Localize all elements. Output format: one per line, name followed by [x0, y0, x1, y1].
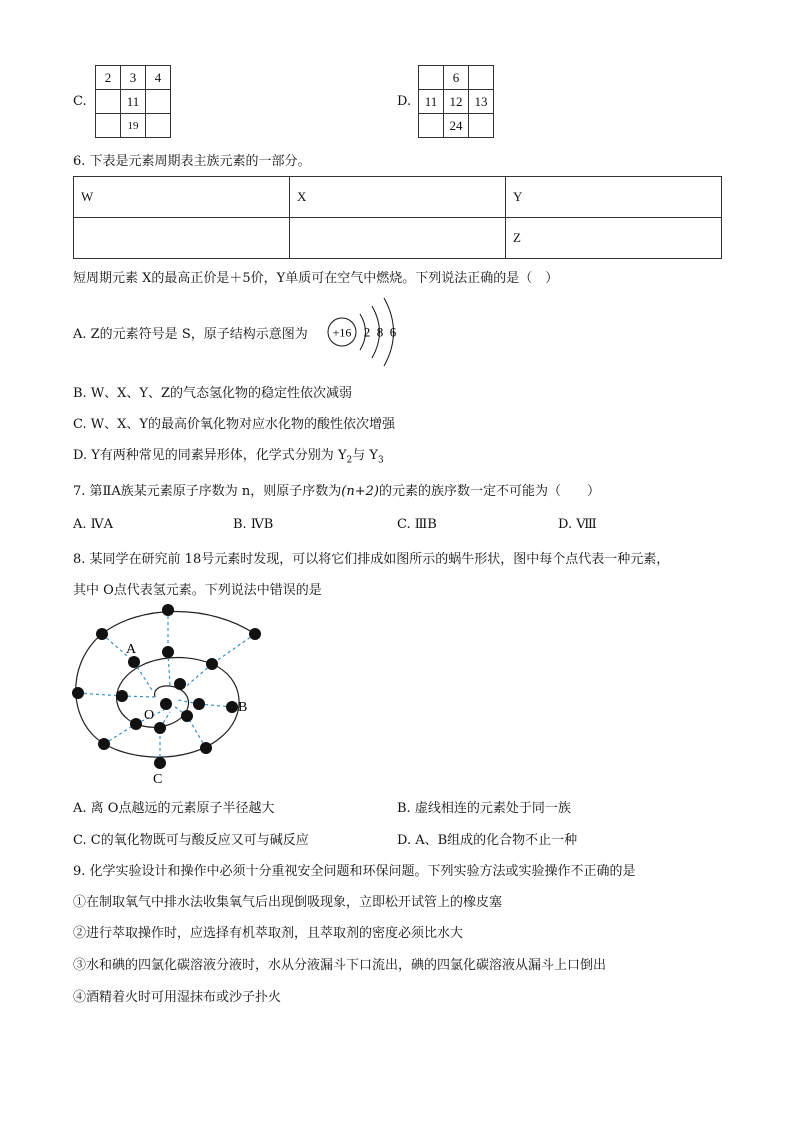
element-dot — [98, 738, 110, 750]
q6-option-b: B. W、X、Y、Z的气态氢化物的稳定性依次减弱 — [73, 386, 353, 401]
q5-option-d-label: D. — [397, 94, 412, 109]
grid-cell: 4 — [146, 66, 171, 90]
grid-cell — [419, 114, 444, 138]
grid-cell — [419, 66, 444, 90]
q8-option-d: D. A、B组成的化合物不止一种 — [397, 833, 578, 848]
q6-option-a: A. Z的元素符号是 S，原子结构示意图为 — [73, 327, 308, 342]
element-dot — [162, 646, 174, 658]
q6-option-d: D. Y有两种常见的同素异形体，化学式分别为 $Y_2$与 $Y_3$ — [73, 448, 384, 466]
q8-option-b: B. 虚线相连的元素处于同一族 — [397, 801, 571, 816]
grid-cell: 6 — [444, 66, 469, 90]
q7-option-b: B. ⅣB — [233, 517, 274, 532]
grid-cell: 13 — [469, 90, 494, 114]
q7-option-d: D. Ⅷ — [558, 517, 597, 532]
element-dot — [130, 718, 142, 730]
q9-item: ③水和碘的四氯化碳溶液分液时，水从分液漏斗下口流出，碘的四氯化碳溶液从漏斗上口倒出 — [73, 958, 607, 973]
grid-cell: 3 — [121, 66, 146, 90]
label-c: C — [153, 772, 163, 787]
grid-cell — [469, 114, 494, 138]
table-cell: W — [74, 177, 290, 218]
element-dot — [96, 628, 108, 640]
q9-item: ④酒精着火时可用湿抹布或沙子扑火 — [73, 990, 282, 1005]
q8-option-a: A. 离 O点越远的元素原子半径越大 — [73, 801, 275, 816]
element-dot — [72, 687, 84, 699]
label-a: A — [126, 642, 137, 657]
q5-option-c-label: C. — [73, 94, 87, 109]
q8-stem-line2: 其中 O点代表氢元素。下列说法中错误的是 — [73, 583, 322, 598]
grid-cell — [146, 90, 171, 114]
grid-cell: 11 — [419, 90, 444, 114]
table-cell — [290, 218, 506, 259]
grid-cell — [96, 114, 121, 138]
element-dot — [174, 678, 186, 690]
nucleus-charge: +16 — [332, 325, 352, 340]
dashed-line — [78, 693, 122, 696]
element-dot — [128, 656, 140, 668]
table-cell — [74, 218, 290, 259]
grid-cell — [96, 90, 121, 114]
element-dot — [162, 604, 174, 616]
atomic-structure-diagram — [324, 296, 404, 368]
q6-option-c: C. W、X、Y的最高价氧化物对应水化物的酸性依次增强 — [73, 417, 395, 432]
grid-cell: 19 — [121, 114, 146, 138]
label-o: O — [144, 708, 155, 723]
q9-item: ②进行萃取操作时，应选择有机萃取剂，且萃取剂的密度必须比水大 — [73, 926, 464, 941]
q9-item: ①在制取氧气中排水法收集氧气后出现倒吸现象，立即松开试管上的橡皮塞 — [73, 895, 503, 910]
element-dot — [160, 698, 172, 710]
q6-condition: 短周期元素 X的最高正价是＋5价，Y单质可在空气中燃烧。下列说法正确的是（ ） — [73, 271, 559, 286]
q6-stem: 6. 下表是元素周期表主族元素的一部分。 — [73, 154, 311, 169]
q5-option-d-grid — [418, 65, 494, 138]
element-dot — [249, 628, 261, 640]
grid-cell: 24 — [444, 114, 469, 138]
q5-option-c-grid — [95, 65, 171, 138]
table-cell: Y — [506, 177, 722, 218]
element-dot — [200, 742, 212, 754]
table-cell: Z — [506, 218, 722, 259]
q6-periodic-table — [73, 176, 722, 259]
element-dot — [206, 658, 218, 670]
dashed-line — [212, 634, 255, 664]
element-dot — [154, 722, 166, 734]
grid-cell — [146, 114, 171, 138]
q9-stem: 9. 化学实验设计和操作中必须十分重视安全问题和环保问题。下列实验方法或实验操作不正确的是 — [73, 864, 636, 879]
snail-spiral-figure — [60, 598, 280, 788]
element-dot — [226, 701, 238, 713]
shell-electrons: 6 — [389, 324, 397, 340]
q7-option-a: A. ⅣA — [73, 517, 114, 532]
element-dot — [116, 690, 128, 702]
grid-cell — [469, 66, 494, 90]
element-dot — [154, 757, 166, 769]
grid-cell: 11 — [121, 90, 146, 114]
shell-electrons: 8 — [376, 324, 384, 340]
grid-cell: 12 — [444, 90, 469, 114]
q8-option-c: C. C的氧化物既可与酸反应又可与碱反应 — [73, 833, 309, 848]
element-dot — [181, 710, 193, 722]
q8-stem-line1: 8. 某同学在研究前 18号元素时发现，可以将它们排成如图所示的蜗牛形状，图中每个点代表一种元素， — [73, 552, 670, 567]
table-cell: X — [290, 177, 506, 218]
element-dot — [193, 698, 205, 710]
grid-cell: 2 — [96, 66, 121, 90]
shell-electrons: 2 — [363, 324, 371, 340]
label-b: B — [238, 700, 248, 715]
q7-stem: 7. 第ⅡA族某元素原子序数为 n，则原子序数为(n+2)的元素的族序数一定不可能为（ ） — [73, 484, 600, 499]
q7-option-c: C. ⅢB — [397, 517, 437, 532]
